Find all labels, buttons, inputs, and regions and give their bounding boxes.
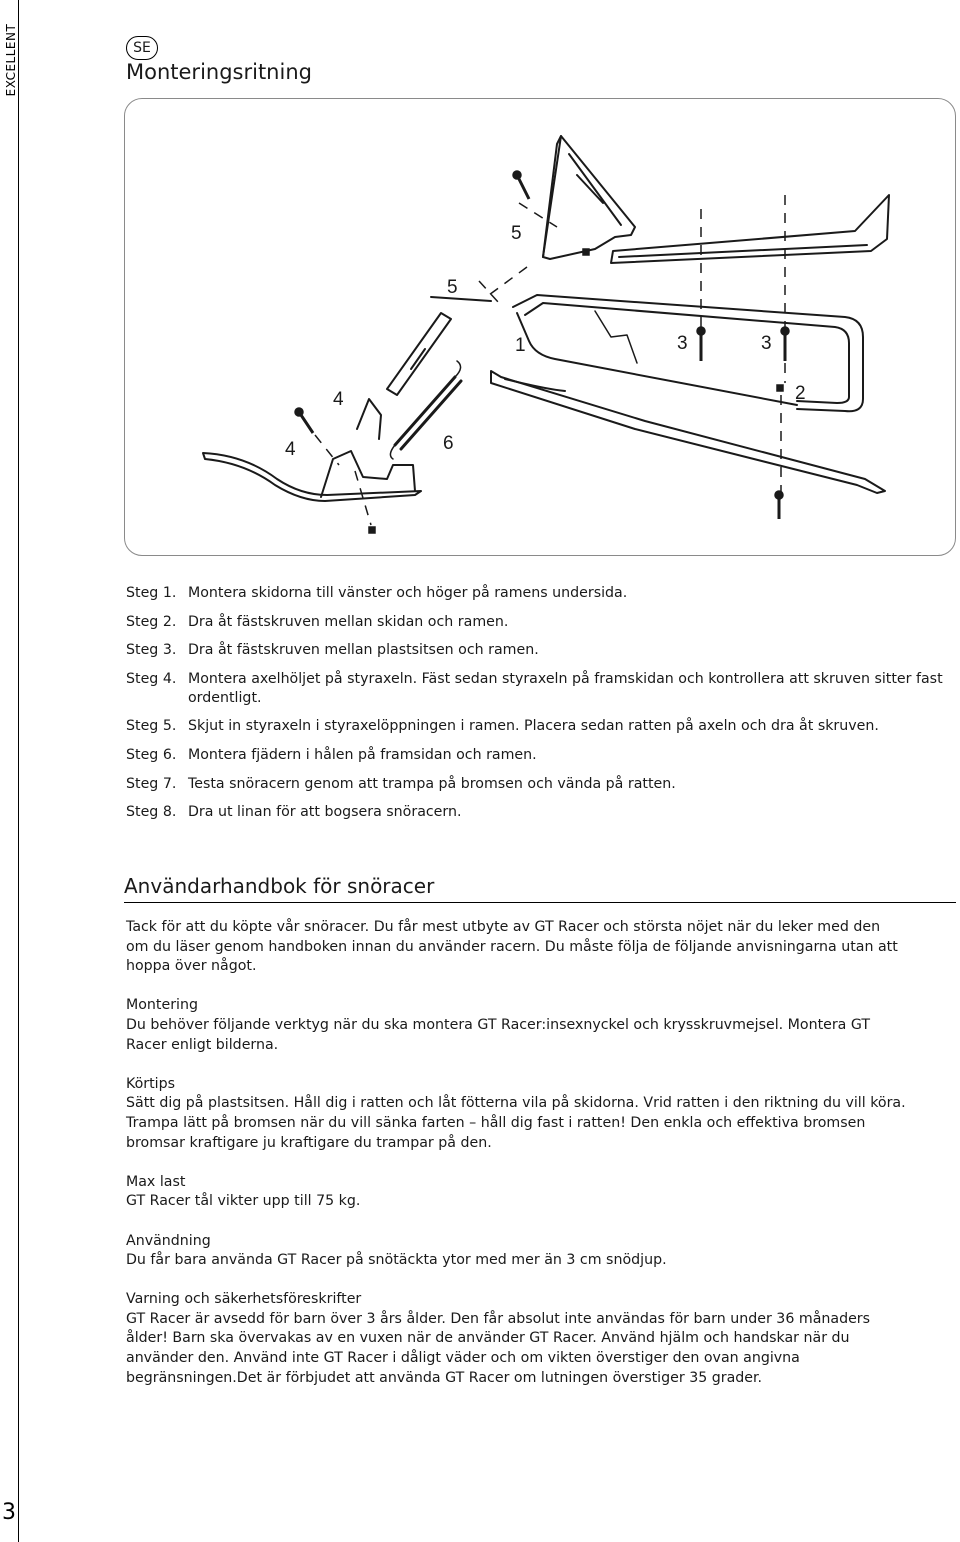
step-item [126, 584, 956, 603]
assembly-diagram [124, 98, 956, 556]
section-text: GT Racer är avsedd för barn över 3 års ålder. Den får absolut inte användas för barn under 36 månaders ålder! Barn ska övervakas av en vuxen när de använder GT Racer. Använd hjälm och handskar när du använder den. Använd inte GT Racer i dåligt väder och om vikten överstiger den ovan angivna begränsningen.Det är förbjudet att använda GT Racer om lutningen överstiger 35 grader. [126, 1310, 871, 1386]
callout-1-frame: 1 [515, 335, 526, 356]
step-item [126, 641, 956, 660]
callout-6-spring: 6 [443, 433, 454, 454]
callout-3-left: 3 [677, 333, 688, 354]
section-heading: Körtips [126, 1075, 176, 1092]
step-text: Montera fjädern i hålen på framsidan och ramen. [188, 746, 537, 763]
step-text: Montera skidorna till vänster och höger på ramens undersida. [188, 585, 628, 601]
step-item [126, 775, 956, 794]
seat-plate [611, 195, 889, 263]
step-label: Steg 1. [126, 585, 177, 601]
step-item [126, 670, 956, 708]
section-kortips [126, 1075, 906, 1153]
step-label: Steg 2. [126, 613, 177, 630]
step-text: Dra ut linan för att bogsera snöracern. [188, 804, 462, 821]
step-text: Dra åt fästskruven mellan plastsitsen och ramen. [188, 642, 539, 659]
section-text: Du får bara använda GT Racer på snötäckta ytor med mer än 3 cm snödjup. [126, 1252, 667, 1269]
section-anvandning [126, 1232, 906, 1271]
page-number: 3 [2, 1500, 16, 1525]
callout-2-screw: 2 [795, 383, 806, 404]
seat [543, 136, 635, 259]
steering-column [387, 297, 491, 395]
step-label: Steg 3. [126, 642, 177, 659]
manual-title: Användarhandbok för snöracer [124, 874, 956, 903]
step-label: Steg 4. [126, 670, 177, 687]
page-title: Monteringsritning [126, 60, 312, 84]
step-text: Skjut in styraxeln i styraxelöppningen i ramen. Placera sedan ratten på axeln och dra åt skruven. [188, 718, 879, 735]
main-frame [513, 295, 863, 411]
section-heading: Max last [126, 1173, 186, 1190]
assembly-steps [126, 584, 956, 832]
brand-label: EXCELLENT [4, 23, 18, 97]
section-max-last [126, 1173, 906, 1212]
language-badge: SE [126, 36, 158, 60]
step-label: Steg 7. [126, 775, 177, 792]
step-item [126, 613, 956, 632]
assembly-drawing [125, 99, 957, 557]
step-text: Dra åt fästskruven mellan skidan och ramen. [188, 613, 509, 630]
section-heading: Användning [126, 1232, 211, 1249]
margin-rule [18, 0, 19, 1542]
section-heading: Montering [126, 997, 198, 1014]
step-label: Steg 6. [126, 746, 177, 763]
step-text: Testa snöracern genom att trampa på bromsen och vända på ratten. [188, 775, 676, 792]
section-text: Du behöver följande verktyg när du ska montera GT Racer:insexnyckel och krysskruvmejsel. Montera GT Racer enligt bilderna. [126, 1016, 871, 1053]
section-montering [126, 996, 906, 1055]
section-heading: Varning och säkerhetsföreskrifter [126, 1291, 362, 1308]
callout-5-column: 5 [447, 277, 458, 298]
step-text: Montera axelhöljet på styraxeln. Fäst sedan styraxeln på framskidan och kontrollera att skruven sitter fast ordentligt. [188, 670, 943, 706]
callout-5-seat: 5 [511, 223, 522, 244]
section-varning [126, 1290, 906, 1388]
callout-4-upper: 4 [333, 389, 344, 410]
section-text: Sätt dig på plastsitsen. Håll dig i ratten och låt fötterna vila på skidorna. Vrid ratten i den riktning du vill köra. Trampa lätt på bromsen när du vill sänka farten – håll dig fast i ratten! Den enkla och effektiva bromsen bromsar kraftigare ju kraftigare du trampar på den. [126, 1095, 906, 1151]
step-item [126, 803, 956, 822]
step-label: Steg 8. [126, 804, 177, 821]
step-item [126, 717, 956, 736]
section-text: GT Racer tål vikter upp till 75 kg. [126, 1193, 361, 1210]
manual-body [126, 918, 906, 1408]
intro-paragraph: Tack för att du köpte vår snöracer. Du får mest utbyte av GT Racer och största nöjet när du leker med den om du läser genom handboken innan du använder racern. Du måste följa de följande anvisningarna utan att hoppa över något. [126, 919, 898, 975]
callout-4-lower: 4 [285, 439, 296, 460]
step-item [126, 746, 956, 765]
callout-3-right: 3 [761, 333, 772, 354]
step-label: Steg 5. [126, 718, 177, 735]
